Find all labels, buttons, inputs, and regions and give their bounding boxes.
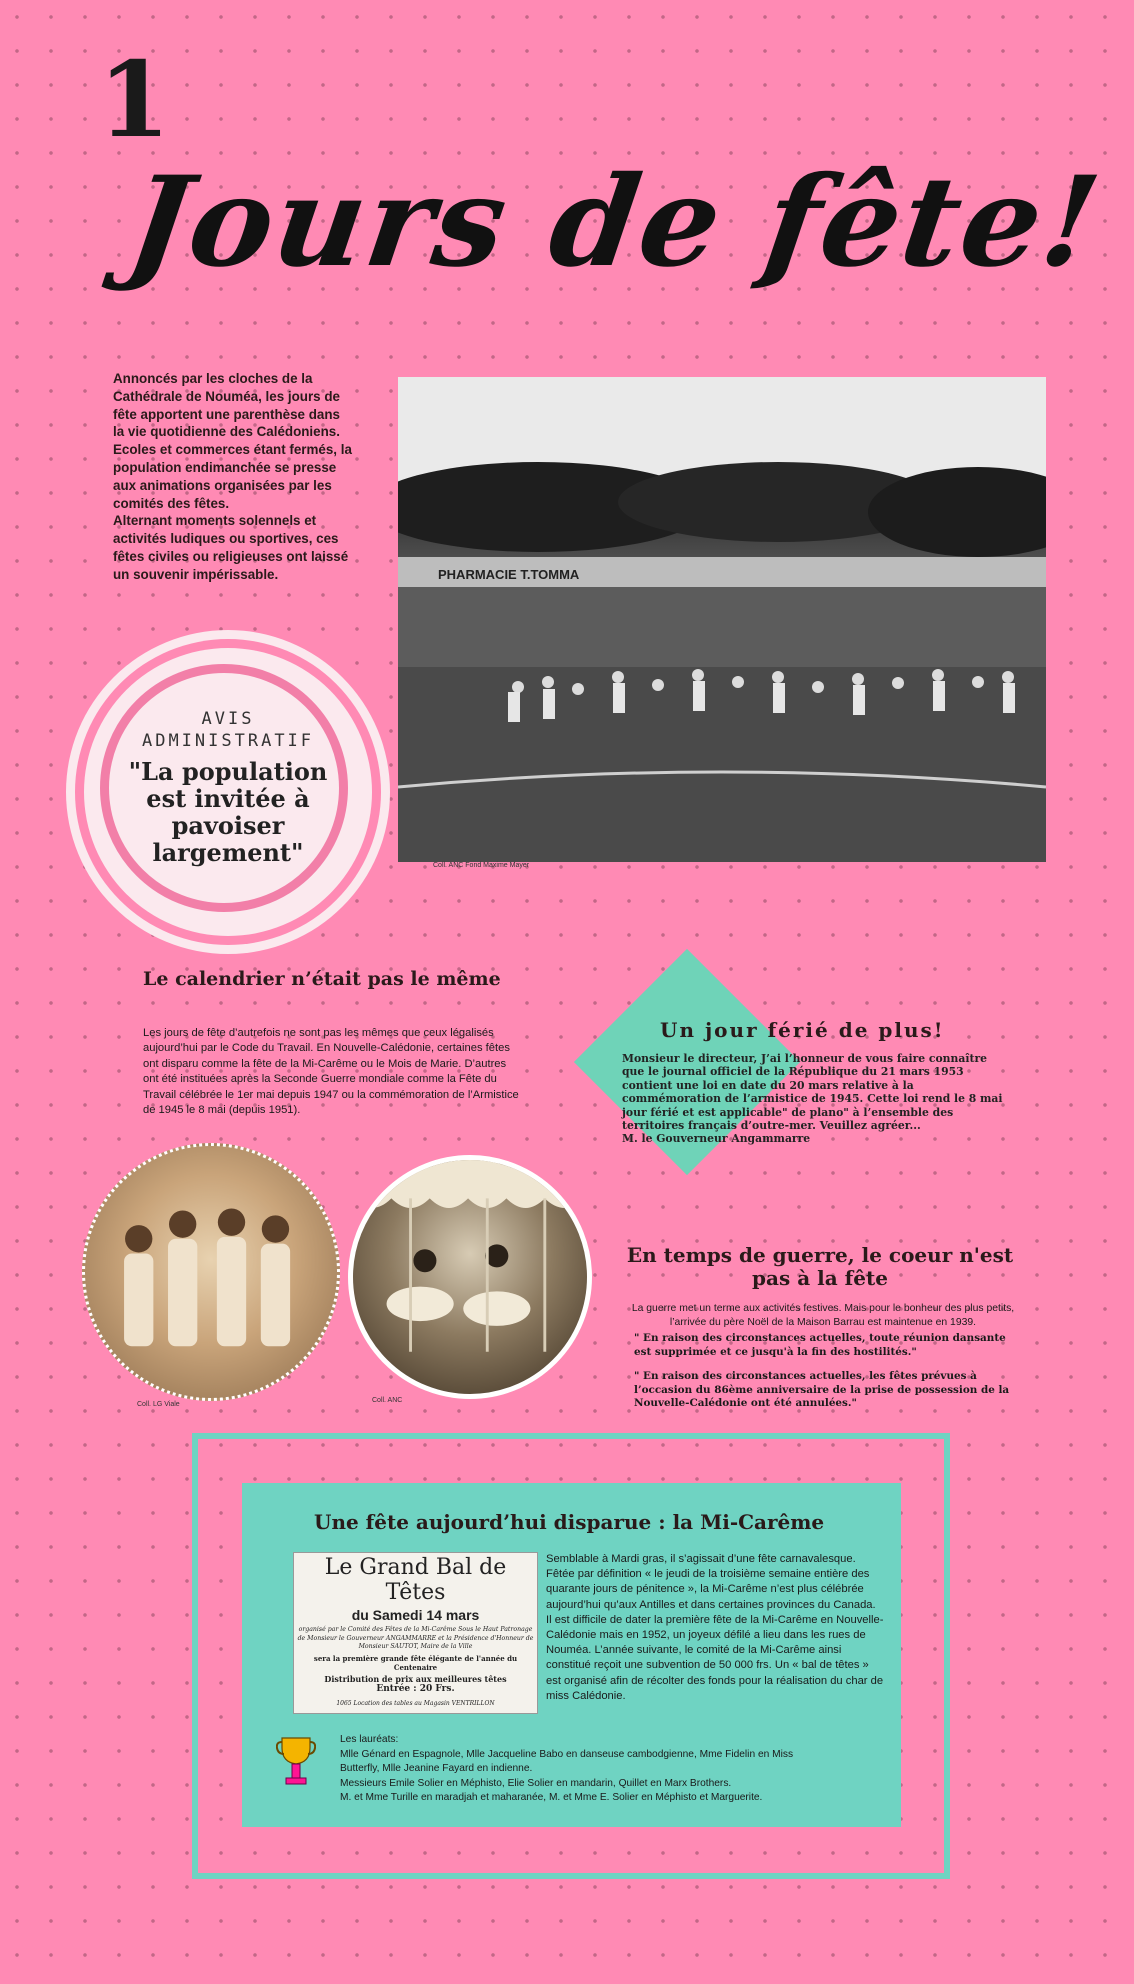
poster-footer	[294, 1700, 537, 1707]
war-quote: " En raison des circonstances actuelles, toute réunion dansante est supprimée et ce jusqu'à la fin des hostilités."	[634, 1332, 1006, 1358]
poster-footer-number: 1065	[336, 1699, 352, 1707]
micareme-paragraph: Il est difficile de dater la première fête de la Mi-Carême en Nouvelle-Calédonie mais en 1952, un joyeux défilé a lieu dans les rues de Nouméa. L’année suivante, le comité de la Mi-Carême ainsi constitué reçoit une subvention de 50 000 frs. Un « bal de têtes » est organisé afin de récolter des fonds pour la réalisation du char de miss Calédonie.	[546, 1613, 884, 1702]
laureates-item: M. et Mme Turille en maradjah et maharanée, M. et Mme E. Solier en Méphisto et Marguerite.	[340, 1792, 763, 1803]
seal-quote: "La population est invitée à pavoiser largement"	[128, 757, 328, 867]
pharmacy-sign: PHARMACIE T.TOMMA	[438, 567, 580, 582]
war-quote: " En raison des circonstances actuelles, les fêtes prévues à l’occasion du 86ème anniversaire de la prise de possession de la Nouvelle-Calédonie ont été annulées."	[634, 1370, 1010, 1409]
seal-line-1: AVIS	[201, 709, 255, 729]
poster-organizers: organisé par le Comité des Fêtes de la Mi-Carême Sous le Haut Patronage de Monsieur le Gouverneur ANGAMMARRE et la Présidence d'Honneur de Monsieur SAUTOT, Maire de la Ville	[297, 1626, 534, 1650]
poster-date: du Samedi 14 mars	[351, 1607, 480, 1623]
calendar-heading: Le calendrier n’était pas le même	[143, 968, 501, 990]
calendar-text: Les jours de fête d’autrefois ne sont pas les mêmes que ceux légalisés aujourd’hui par le Code du Travail. En Nouvelle-Calédonie, certaines fêtes ont disparu comme la fête de la Mi-Carême ou le Mois de Marie. D’autres ont été instituées après la Seconde Guerre mondiale comme la Fête du Travail célébrée le 1er mai depuis 1947 ou la commémoration de l’Armistice de 1945 le 8 mai (depuis 1951).	[143, 1027, 519, 1117]
photo-credit: Coll. ANC	[372, 1397, 403, 1404]
seal-heading	[84, 708, 372, 752]
intro-paragraph: Alternant moments solennels et activités ludiques ou sportives, ces fêtes civiles ou religieuses ont laissé un souvenir impérissable.	[113, 513, 349, 582]
laureates-list	[340, 1733, 810, 1806]
intro-paragraph: Ecoles et commerces étant fermés, la population endimanchée se presse aux animations organisées par les comités des fêtes.	[113, 442, 352, 511]
war-heading: En temps de guerre, le coeur n'est pas à la fête	[626, 1243, 1014, 1290]
holiday-letter-body: Monsieur le directeur, J’ai l’honneur de vous faire connaître que le journal officiel de la République du 21 mars 1953 contient une loi en date du 20 mars relative à la commémoration de l’armistice de 1945. Cette loi rend le 8 mai jour férié et est applicable" de plano" à l’ensemble des territoires français d’outre-mer. Veuillez agréer...	[622, 1052, 1003, 1133]
poster-entry: Entrée : 20 Frs.	[376, 1683, 455, 1694]
circle-photo-women	[82, 1143, 340, 1401]
micareme-paragraph: Semblable à Mardi gras, il s’agissait d’une fête carnavalesque. Fêtée par définition « le jeudi de la troisième semaine entière des quarante jours de pénitence », la Mi-Carême n’est plus célébrée aujourd’hui qu’aux Antilles et dans certaines provinces du Canada.	[546, 1553, 876, 1611]
page-title: Jours de fête!	[119, 150, 1110, 295]
photo-credit: Coll. ANC Fond Maxime Mayer	[433, 862, 530, 869]
laureates-heading: Les lauréats:	[340, 1734, 399, 1745]
micareme-heading: Une fête aujourd’hui disparue : la Mi-Carême	[314, 1510, 825, 1534]
laureates-item: Mlle Génard en Espagnole, Mlle Jacqueline Babo en danseuse cambodgienne, Mme Fidelin en Miss Butterfly, Mlle Jeanine Fayard en indienne.	[340, 1748, 794, 1774]
poster-title: Le Grand Bal de Têtes	[324, 1555, 507, 1605]
administrative-seal	[84, 648, 372, 936]
laureates-item: Messieurs Emile Solier en Méphisto, Elie Solier en mandarin, Quillet en Marx Brothers.	[340, 1777, 732, 1789]
war-text: La guerre met un terme aux activités festives. Mais pour le bonheur des plus petits, l’arrivée du père Noël de la Maison Barrau est maintenue en 1939.	[631, 1303, 1015, 1328]
section-number: 1	[98, 38, 171, 161]
holiday-letter-signature: M. le Gouverneur Angammarre	[622, 1132, 811, 1146]
holiday-letter	[622, 1052, 1012, 1146]
poster-subtitle: sera la première grande fête élégante de l'année du Centenaire	[313, 1653, 518, 1672]
bal-poster	[293, 1552, 538, 1714]
main-photo	[398, 377, 1046, 862]
intro-text	[113, 370, 353, 584]
photo-credit: Coll. LG Viale	[137, 1401, 180, 1408]
trophy-icon	[276, 1734, 316, 1786]
circle-photo-carousel	[348, 1155, 592, 1399]
intro-paragraph: Annoncés par les cloches de la Cathédrale de Nouméa, les jours de fête apportent une parenthèse dans la vie quotidienne des Calédoniens.	[113, 371, 340, 440]
holiday-heading: Un jour férié de plus!	[660, 1018, 945, 1042]
seal-line-2: ADMINISTRATIF	[141, 731, 315, 751]
poster-prizes: Distribution de prix aux meilleures têtes	[324, 1673, 507, 1684]
poster-footer-text: Location des tables au Magasin VENTRILLON	[353, 1699, 495, 1707]
micareme-text	[546, 1552, 886, 1704]
